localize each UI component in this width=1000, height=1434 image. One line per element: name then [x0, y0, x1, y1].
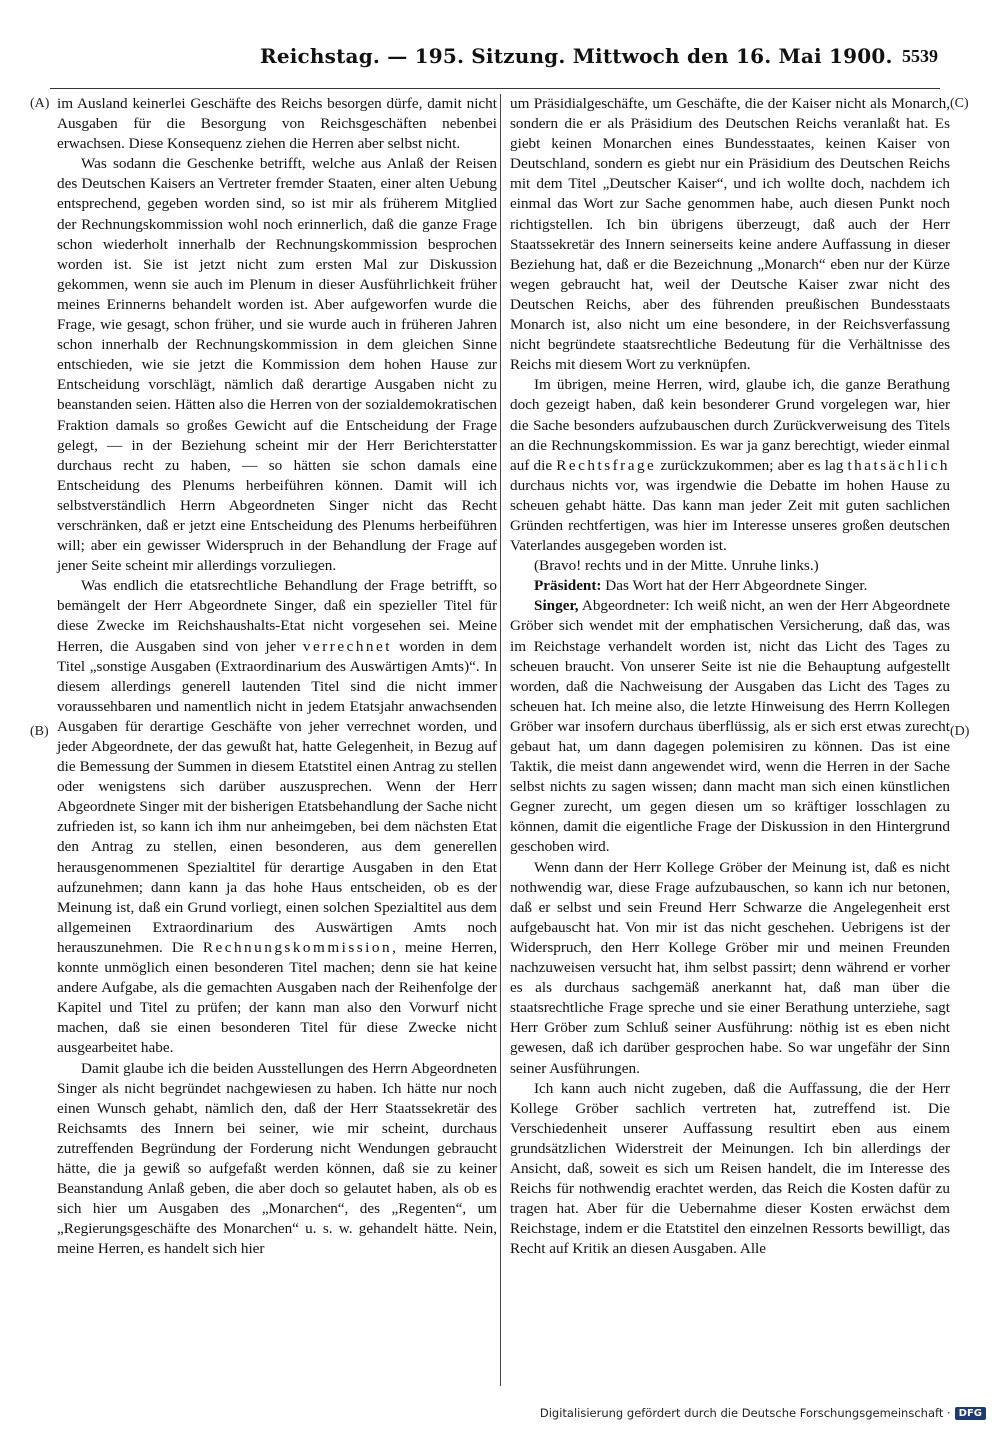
running-head: Reichstag. — 195. Sitzung. Mittwoch den 16. Mai 1900. — [260, 44, 893, 68]
page-header — [50, 44, 950, 84]
right-paragraph-1: um Präsidialgeschäfte, um Geschäfte, die der Kaiser nicht als Monarch, sondern die er als Präsidium des Deutschen Reichs veranlaßt hat. Es giebt keinen Monarchen eines Bundesstaates, keinen Kaiser von Deutschland, sondern es giebt nur ein Präsidium des Deutschen Reichs mit dem Titel „Deutscher Kaiser“, und ich wollte doch, nachdem ich einmal das Wort zur Sache genommen habe, auch diesen Punkt noch richtigstellen. Ich bin übrigens überzeugt, daß auch der Herr Staatssekretär des Innern seinerseits keine andere Auffassung in dieser Beziehung hat, daß er die Bezeichnung „Monarch“ eben nur der Kürze wegen gebraucht hat, weil der Deutsche Kaiser zwar nicht des Deutschen Reichs, aber des führenden preußischen Bundesstaats Monarch ist, also nicht um eine besondere, in der Reichsverfassung nicht begründete staatsrechtliche Bedeutung für die Verhältnisse des Reichs mit diesem Wort zu verknüpfen. — [510, 95, 950, 374]
margin-marker-b: (B) — [30, 724, 49, 739]
right-p2-spaced-rechtsfrage: Rechtsfrage — [556, 456, 657, 474]
left-p3-spaced-rechnungskommission: Rechnungskommission — [202, 938, 393, 956]
left-p3-text-c: worden in dem Titel „sonstige Ausgaben (Extraordinarium des Auswärtigen Amts)“. In diesem allerdings generell lautenden Titel sind die nicht immer voraussehbaren und namentlich nicht in jedem Etatsjahr anwachsenden Ausgaben für derartige Geschäfte von jeher verrechnet worden, und jeder Abgeordnete, der das gewußt hat, hatte Gelegenheit, in Bezug auf die Bemessung der Summen in diesem Etatstitel einen Antrag zu stellen oder wenigstens sich darüber auszusprechen. Wenn der Herr Abgeordnete Singer mit der bisherigen Etatsbehandlung der Sache nicht zufrieden ist, so kann ich ihm nur anheimgeben, bei dem nächsten Etat den Antrag zu stellen, einen besonderen, aus dem generellen herausgenommenen Spezialtitel für derartige Ausgaben in den Etat aufzunehmen; dann kann ja das hohe Haus entscheiden, ob es der Meinung ist, daß ein Grund vorliegt, einen solchen Spezialtitel aus dem allgemeinen Extraordinarium des Auswärtigen Amts noch herauszunehmen. Die — [57, 637, 498, 956]
right-paragraph-3: Wenn dann der Herr Kollege Gröber der Meinung ist, daß es nicht nothwendig war, diese Frage aufzubauschen, so kann ich nur betonen, daß er selbst und sein Freund Herr Schwarze die Angelegenheit erst aufgebauscht hat. Von mir ist das nicht geschehen. Uebrigens ist der Widerspruch, den Herr Kollege Gröber mir und meinen Freunden nachzuweisen versucht hat, ihm selbst passirt; denn während er vorher es als durchaus sachgemäß anerkannt hat, daß man über die staatsrechtliche Frage spreche und sie einer Berathung unterziehe, sagt Herr Gröber zum Schluß seiner Ausführung: nöthig ist es eben nicht gewesen, daß ich darüber gesprochen habe. So war ungefähr der Sinn seiner Ausführungen. — [510, 858, 950, 1077]
left-p3-text-a: Was endlich die etatsrechtliche Behandlung der Frage betrifft, so bemängelt der Herr Abgeordnete Singer, daß ein spezieller Titel für diese Zwecke im Reichshaushalts-Etat nicht vorgesehen sei. Meine Herren, die Ausgaben sind von jeher — [57, 577, 497, 655]
left-paragraph-4: Damit glaube ich die beiden Ausstellungen des Herrn Abgeordneten Singer als nicht begründet nachgewiesen zu haben. Ich hätte nur noch einen Wunsch gehabt, nämlich den, daß der Herr Staatssekretär des Reichsamts des Innern bei seiner, wie mir scheint, durchaus zutreffenden Begründung der Forderung nicht Wendungen gebraucht hätte, die ja gewiß so aufgefaßt werden können, daß sie zu keiner Beanstandung Anlaß geben, die aber doch so gelautet haben, als ob es sich hier um Ausgaben des „Monarchen“, des „Regenten“, um „Regierungsgeschäfte des Monarchen“ u. s. w. gehandelt hätte. Nein, meine Herren, es handelt sich hier — [57, 1059, 497, 1258]
margin-marker-a: (A) — [30, 96, 50, 111]
right-p2-text-e: durchaus nichts vor, was irgendwie die Debatte im hohen Hause zu scheuen gehabt hätte. Das kann man jeder Zeit mit guten sachlichen Gründen rechtfertigen, was hier im Interesse unseres großen deutschen Vaterlandes ausgegeben worden ist. — [510, 476, 950, 555]
margin-marker-c: (C) — [950, 96, 969, 111]
margin-marker-d: (D) — [950, 724, 970, 739]
reaction-line: (Bravo! rechts und in der Mitte. Unruhe links.) — [534, 557, 819, 575]
right-paragraph-4: Ich kann auch nicht zugeben, daß die Auffassung, die der Herr Kollege Gröber sachlich vertreten hat, zutreffend ist. Die Verschiedenheit unserer Auffassung resultirt eben aus einem grundsätzlichen Widerstreit der Meinungen. Ich bin allerdings der Ansicht, daß, soweit es sich um Reisen handelt, die im Interesse des Reichs für nothwendig erachtet werden, das Reich die Kosten dafür zu tragen hat. Aber für die Uebernahme dieser Kosten erwächst dem Reichstage, indem er die Etatstitel den einzelnen Ressorts bewilligt, das Recht auf Kritik an diesen Ausgaben. Alle — [510, 1079, 950, 1258]
left-p3-text-e: , meine Herren, konnte unmöglich einen besonderen Titel machen; denn sie hat keine andere Aufgabe, als die gemachten Ausgaben nach der Reihenfolge der Kapitel und Titel zu prüfen; der kann man also den Vorwurf nicht machen, daß sie einen besonderen Titel für diese Zwecke nicht ausgearbeitet habe. — [57, 938, 497, 1057]
singer-text: Abgeordneter: Ich weiß nicht, an wen der Herr Abgeordnete Gröber sich wendet mit der emphatischen Versicherung, daß das, was im Reichstage verhandelt worden ist, nicht das Licht des Tages zu scheuen braucht. Von unserer Seite ist nie die Behauptung aufgestellt worden, daß die Nachweisung der Ausgaben das Licht des Tages zu scheuen hat. Ich meine also, die letzte Hinweisung des Herrn Kollegen Gröber war insofern durchaus überflüssig, als er sich erst etwas zurecht gebaut hat, um dann dagegen polemisiren zu können. Das ist eine Taktik, die meist dann angewendet wird, wenn die Herren in der Sache selbst nichts zu sagen wissen; dann macht man sich einen künstlichen Gegner zurecht, um gegen diesen um so kräftiger losschlagen zu können, damit die eigentliche Frage der Diskussion in den Hintergrund geschoben wird. — [510, 597, 950, 856]
right-p2-spaced-thatsaechlich: thatsächlich — [847, 456, 950, 474]
left-paragraph-1: im Ausland keinerlei Geschäfte des Reichs besorgen dürfe, damit nicht Ausgaben für die Besorgung von Reichsgeschäften nebenbei erwachsen. Diese Konsequenz ziehen die Herren aber selbst nicht. — [57, 95, 497, 153]
president-paragraph — [510, 576, 950, 596]
right-p2-text-c: zurückzukommen; aber es lag — [656, 456, 848, 474]
singer-paragraph — [510, 596, 950, 857]
right-p2-text-a: Im übrigen, meine Herren, wird, glaube ich, die ganze Berathung doch gezeigt haben, daß kein besonderer Grund vorgelegen war, hier die Sache besonders aufzubauschen durch Zurückverweisung des Titels an die Rechnungskommission. Es war ja ganz berechtigt, wieder einmal auf die — [510, 376, 950, 474]
left-paragraph-3 — [57, 576, 497, 1058]
left-column — [57, 94, 497, 1259]
dfg-logo: DFG — [955, 1407, 986, 1420]
president-text: Das Wort hat der Herr Abgeordnete Singer. — [601, 577, 868, 595]
right-column — [510, 94, 950, 1259]
page-number: 5539 — [902, 46, 938, 66]
speaker-label-singer: Singer, — [534, 597, 579, 615]
left-p3-spaced-verrechnet: verrechnet — [302, 637, 392, 655]
right-paragraph-2 — [510, 375, 950, 556]
header-rule — [50, 88, 940, 89]
column-divider — [500, 94, 501, 1386]
footer-credit — [540, 1406, 986, 1420]
footer-text: Digitalisierung gefördert durch die Deutsche Forschungsgemeinschaft · — [539, 1406, 951, 1420]
left-paragraph-2: Was sodann die Geschenke betrifft, welche aus Anlaß der Reisen des Deutschen Kaisers an Vertreter fremder Staaten, einer alten Uebung entsprechend, gegeben worden sind, so ist mir als früherem Mitglied der Rechnungskommission wohl noch erinnerlich, daß die ganze Frage schon wiederholt innerhalb der Rechnungskommission besprochen worden ist. Sie ist jetzt nicht zum ersten Mal zur Diskussion gekommen, wenn sie auch im Plenum in dieser Ausführlichkeit früher meines Erinnerns behandelt worden ist. Aber aufgeworfen wurde die Frage, wie gesagt, schon früher, und sie wurde auch in früheren Jahren schon innerhalb der Rechnungskommission in dem gleichen Sinne entschieden, wie sie jetzt die Kommission dem hohen Hause zur Entscheidung vorschlägt, nämlich daß derartige Ausgaben nicht zu beanstanden seien. Hätten also die Herren von der sozialdemokratischen Fraktion damals so großes Gewicht auf die Entscheidung der Frage gelegt, — in der Beziehung scheint mir der Herr Berichterstatter durchaus recht zu haben, — so hätten sie schon damals eine Entscheidung des Plenums herbeiführen können. Damit will ich selbstverständlich Herrn Abgeordneten Singer nicht das Recht verschränken, daß er jetzt eine Entscheidung des Plenums herbeiführen will; aber ein gewisser Widerspruch in der Behandlung der Frage auf jener Seite scheint mir allerdings vorzuliegen. — [57, 155, 497, 575]
speaker-label-president: Präsident: — [534, 577, 602, 595]
